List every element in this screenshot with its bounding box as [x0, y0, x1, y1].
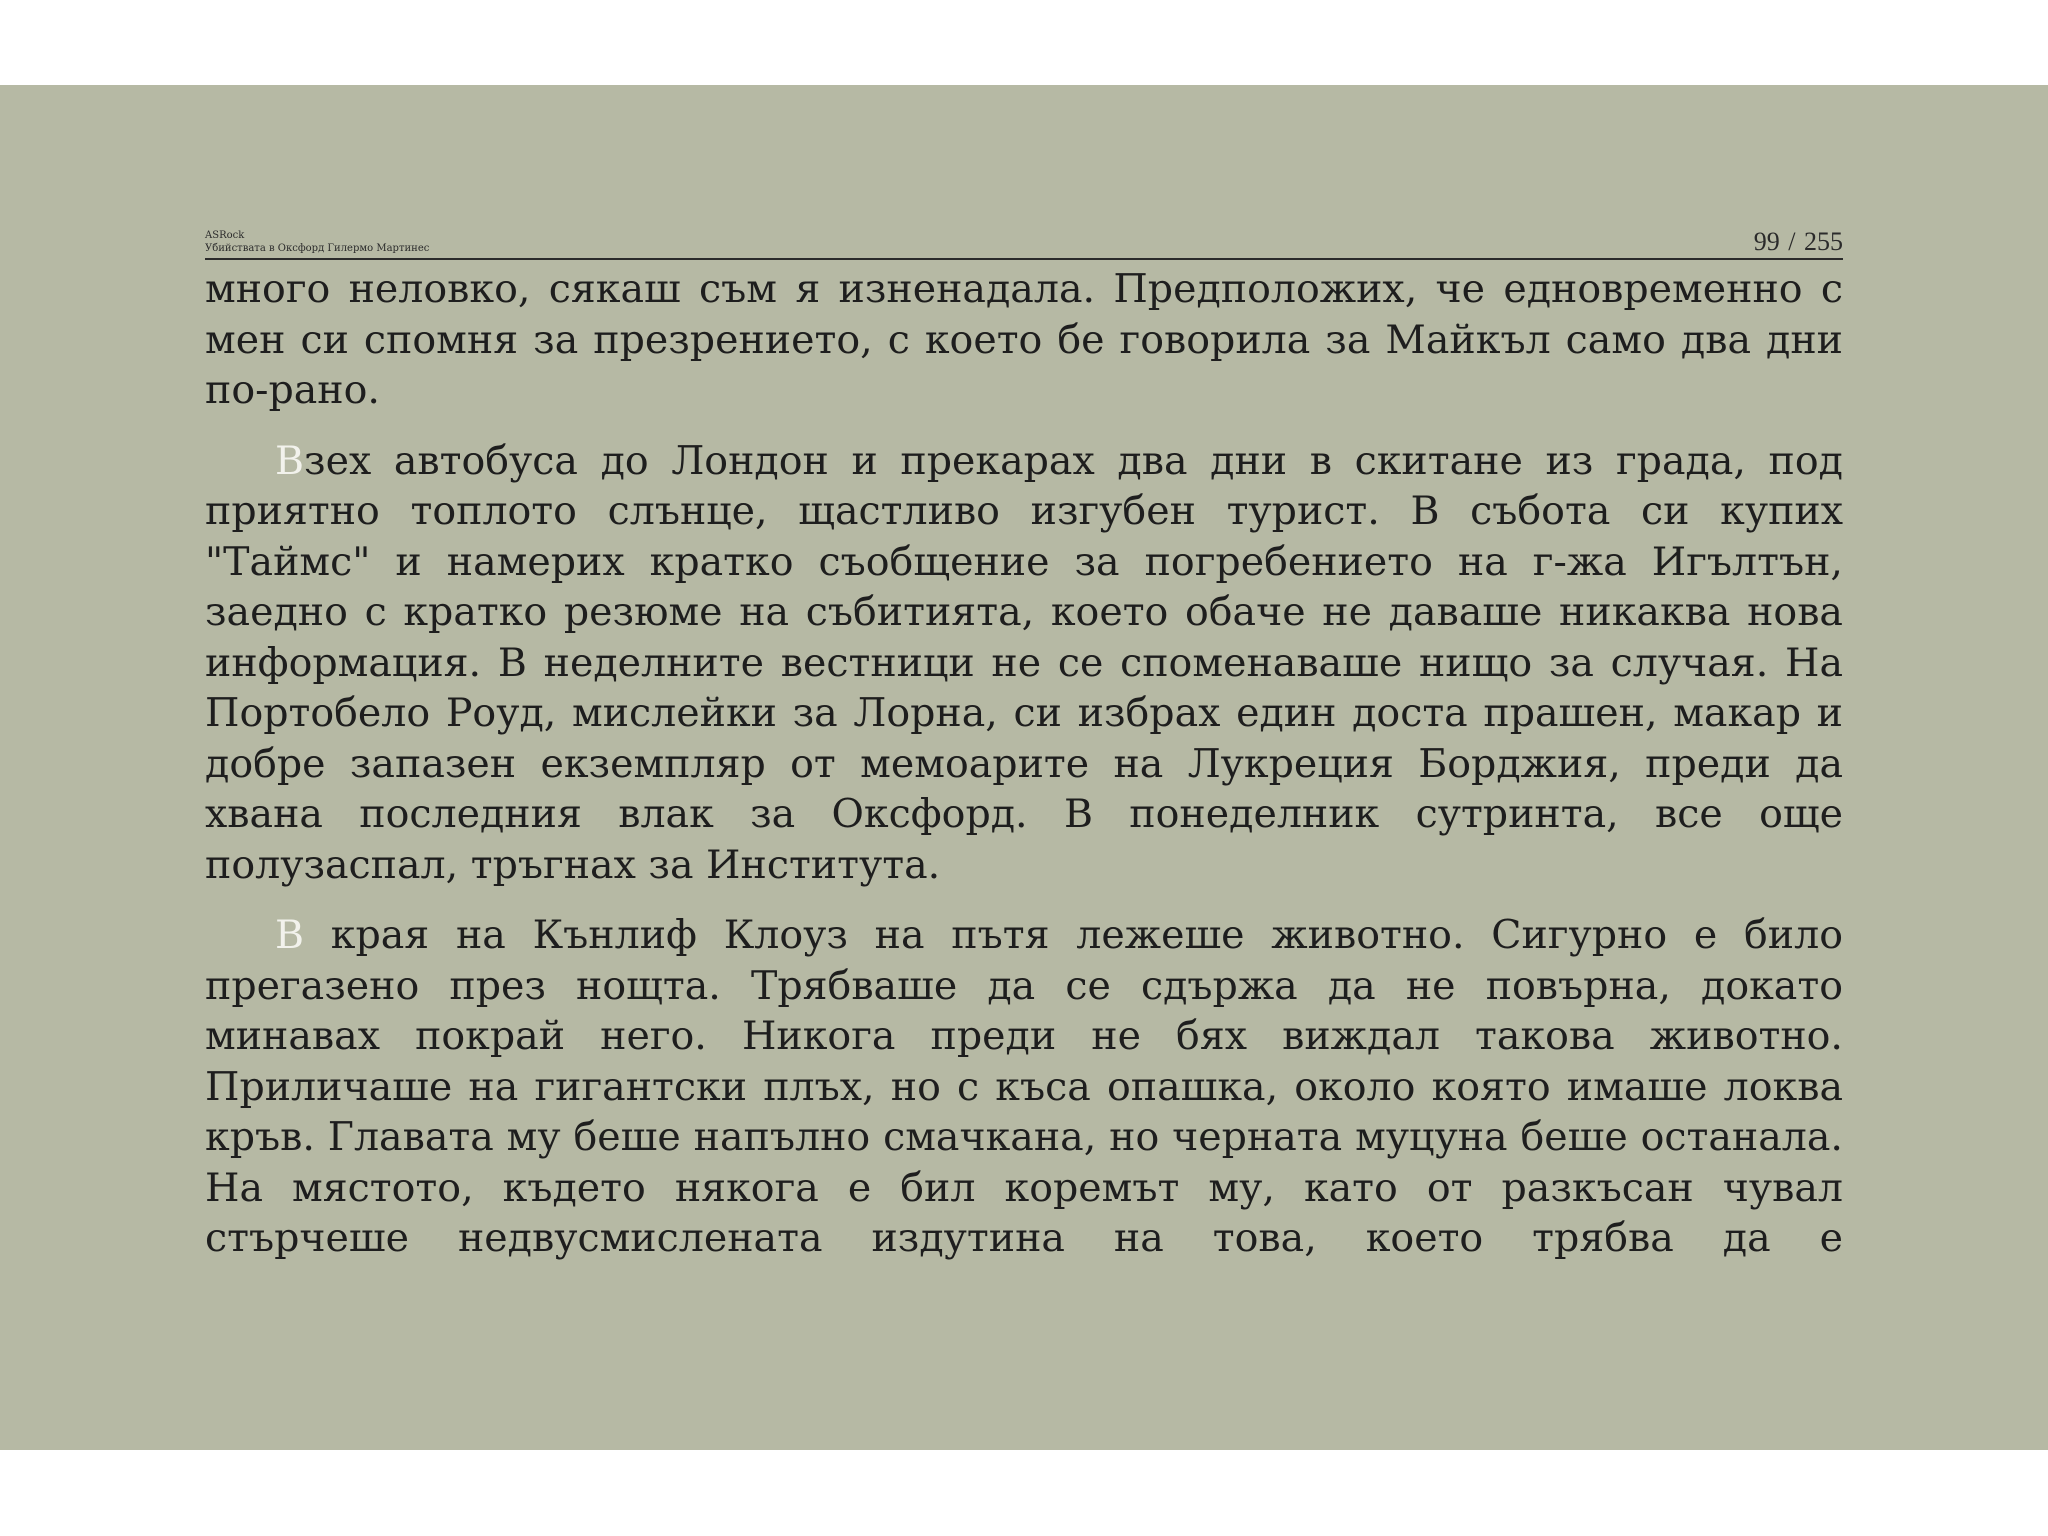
paragraph-3 — [205, 910, 1843, 1264]
paragraph-3-initial: В — [275, 912, 305, 958]
page-number: 99 / 255 — [1753, 227, 1843, 256]
paragraph-1 — [205, 264, 1843, 416]
paragraph-3-text: края на Кънлиф Клоуз на пътя лежеше животно. Сигурно е било прегазено през нощта. Трябваше да се сдържа да не повърна, докато минавах покрай него. Никога преди не бях виждал такова животно. Приличаше на гигантски плъх, но с къса опашка, около която имаше локва кръв. Главата му беше напълно смачкана, но черната муцуна беше останала. На мястото, където някога е бил коремът му, като от разкъсан чувал стърчеше недвусмислената издутина на това, което трябва да е — [205, 912, 1843, 1261]
book-meta — [205, 229, 429, 255]
page-body — [205, 264, 1843, 1264]
paragraph-2-initial: В — [275, 437, 305, 484]
reader-content — [205, 222, 1843, 1284]
book-title: Убийствата в Оксфорд Гилермо Мартинес — [205, 243, 430, 254]
paragraph-2-text: зех автобуса до Лондон и прекарах два дни в скитане из града, под приятно топлото слънце, щастливо изгубен турист. В събота си купих "Таймс" и намерих кратко съобщение за погребението на г-жа Игълтън, заедно с кратко резюме на събитията, което обаче не даваше никаква нова информация. В неделните вестници не се споменаваше нищо за случая. На Портобело Роуд, мислейки за Лорна, си избрах един доста прашен, макар и добре запазен екземпляр от мемоарите на Лукреция Борджия, преди да хвана последния влак за Оксфорд. В понеделник сутринта, все още полузаспал, тръгнах за Института. — [205, 437, 1843, 888]
book-author: ASRock — [205, 230, 245, 241]
paragraph-2 — [205, 436, 1843, 891]
page-header — [205, 222, 1843, 260]
paragraph-1-text: много неловко, сякаш съм я изненадала. Предположих, че едновременно с мен си спомня за презрението, с което бе говорила за Майкъл само два дни по-рано. — [205, 266, 1843, 413]
